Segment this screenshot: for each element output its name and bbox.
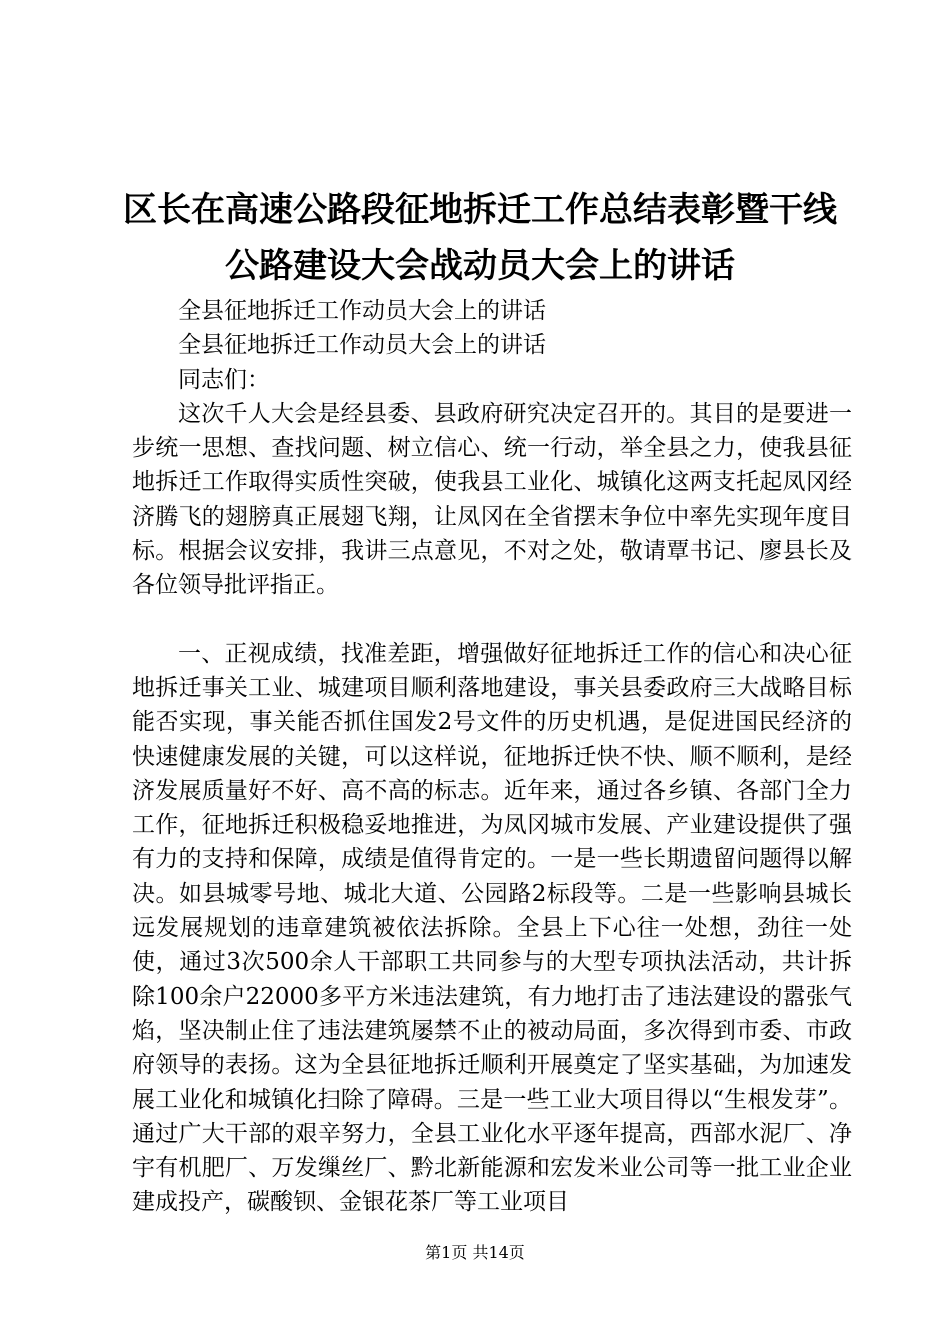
subtitle-line-2: 全县征地拆迁工作动员大会上的讲话 — [178, 332, 546, 359]
paragraph-opening: 这次千人大会是经县委、县政府研究决定召开的。其目的是要进一步统一思想、查找问题、树立信心、统一行动，举全县之力，使我县征地拆迁工作取得实质性突破，使我县工业化、城镇化这两支托起凤冈经济腾飞的翅膀真正展翅飞翔，让凤冈在全省摆末争位中率先实现年度目标。根据会议安排，我讲三点意见，不对之处，敬请覃书记、廖县长及各位领导批评指正。 — [132, 400, 852, 599]
document-title: 区长在高速公路段征地拆迁工作总结表彰暨干线公路建设大会战动员大会上的讲话 — [123, 190, 837, 286]
subtitle-line-1: 全县征地拆迁工作动员大会上的讲话 — [178, 298, 546, 324]
document-body — [132, 294, 852, 1220]
page-footer: 第1页 共14页 — [425, 1243, 525, 1262]
salutation: 同志们： — [178, 366, 270, 393]
paragraph-section-one: 一、正视成绩，找准差距，增强做好征地拆迁工作的信心和决心征地拆迁事关工业、城建项目顺利落地建设，事关县委政府三大战略目标能否实现，事关能否抓住国发2号文件的历史机遇，是促进国民经济的快速健康发展的关键，可以这样说，征地拆迁快不快、顺不顺利，是经济发展质量好不好、高不高的标志。近年来，通过各乡镇、各部门全力工作，征地拆迁积极稳妥地推进，为凤冈城市发展、产业建设提供了强有力的支持和保障，成绩是值得肯定的。一是一些长期遗留问题得以解决。如县城零号地、城北大道、公园路2标段等。二是一些影响县城长远发展规划的违章建筑被依法拆除。全县上下心往一处想，劲往一处使，通过3次500余人干部职工共同参与的大型专项执法活动，共计拆除100余户22000多平方米违法建筑，有力地打击了违法建设的嚣张气焰，坚决制止住了违法建筑屡禁不止的被动局面，多次得到市委、市政府领导的表扬。这为全县征地拆迁顺利开展奠定了坚实基础，为加速发展工业化和城镇化扫除了障碍。三是一些工业大项目得以“生根发芽”。通过广大干部的艰辛努力，全县工业化水平逐年提高，西部水泥厂、净宇有机肥厂、万发缫丝厂、黔北新能源和宏发米业公司等一批工业企业建成投产，碳酸钡、金银花茶厂等工业项目 — [132, 640, 852, 1216]
